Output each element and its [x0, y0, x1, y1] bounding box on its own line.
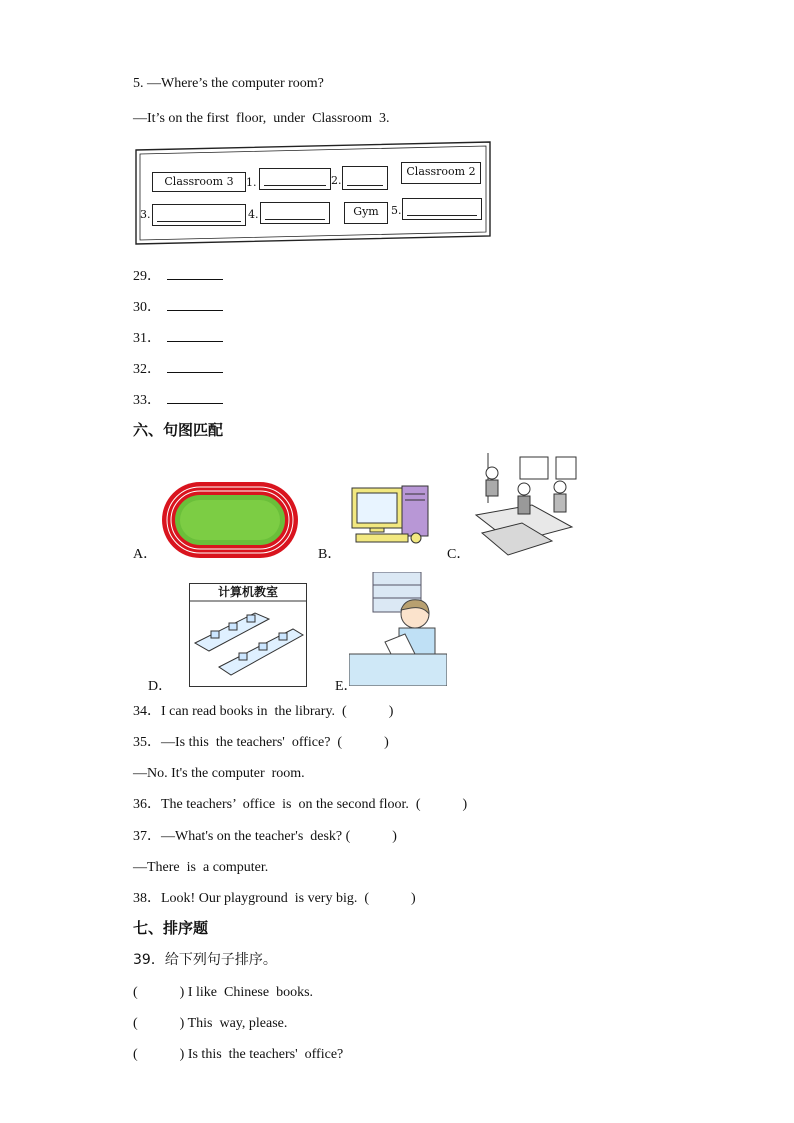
section-6-title: 六、句图匹配 — [133, 421, 224, 439]
picture-e-library — [349, 572, 447, 686]
answer-box-3[interactable] — [152, 204, 246, 226]
section-7-title: 七、排序题 — [133, 919, 209, 937]
label-d: D． — [148, 679, 173, 694]
picture-a-playground — [160, 480, 300, 560]
floor-plan — [134, 140, 494, 248]
blank-number-2: 2. — [331, 174, 342, 187]
label-c: C． — [447, 547, 471, 562]
blank-33[interactable] — [133, 391, 223, 409]
gym-box: Gym — [344, 202, 388, 224]
blank-number-3: 3. — [140, 208, 151, 221]
blank-label: 32． — [133, 362, 161, 377]
answer-box-4[interactable] — [260, 202, 330, 224]
classroom-3-box: Classroom 3 — [152, 172, 246, 192]
answer-box-2[interactable] — [342, 166, 388, 190]
blank-label: 33． — [133, 393, 161, 408]
blank-number-4: 4. — [248, 208, 259, 221]
sentence-35: 35．—Is this the teachers' office? ( ) — [133, 735, 389, 750]
blank-31[interactable] — [133, 329, 223, 347]
answer-box-5[interactable] — [402, 198, 482, 220]
blank-32[interactable] — [133, 360, 223, 378]
question-39: 39．给下列句子排序。 — [133, 952, 277, 968]
blank-label: 31． — [133, 331, 161, 346]
blank-30[interactable] — [133, 298, 223, 316]
blank-label: 30． — [133, 300, 161, 315]
q5-question: 5. —Where’s the computer room? — [133, 76, 324, 91]
order-item-3: ( ) Is this the teachers' office? — [133, 1047, 344, 1062]
answer-box-1[interactable] — [259, 168, 331, 190]
sentence-36: 36．The teachers’ office is on the second floor. ( ) — [133, 797, 468, 812]
blank-label: 29． — [133, 269, 161, 284]
order-item-2: ( ) This way, please. — [133, 1016, 288, 1031]
sentence-37: 37．—What's on the teacher's desk? ( ) — [133, 829, 397, 844]
label-e: E． — [335, 679, 358, 694]
picture-c-office — [472, 453, 578, 557]
sentence-35-answer: —No. It's the computer room. — [133, 766, 305, 781]
order-item-1: ( ) I like Chinese books. — [133, 985, 314, 1000]
sentence-37-answer: —There is a computer. — [133, 860, 269, 875]
q5-answer: —It’s on the first floor, under Classroom 3. — [133, 111, 390, 126]
computer-room-sign: 计算机教室 — [217, 585, 278, 599]
label-b: B． — [318, 547, 342, 562]
blank-number-1: 1. — [246, 176, 257, 189]
classroom-2-box: Classroom 2 — [401, 162, 481, 184]
label-a: A． — [133, 547, 158, 562]
blank-number-5: 5. — [391, 204, 402, 217]
blank-29[interactable] — [133, 267, 223, 285]
sentence-38: 38．Look! Our playground is very big. ( ) — [133, 891, 416, 906]
picture-b-computer — [350, 484, 434, 546]
sentence-34: 34．I can read books in the library. ( ) — [133, 704, 394, 719]
picture-d-computer-room — [189, 583, 307, 687]
